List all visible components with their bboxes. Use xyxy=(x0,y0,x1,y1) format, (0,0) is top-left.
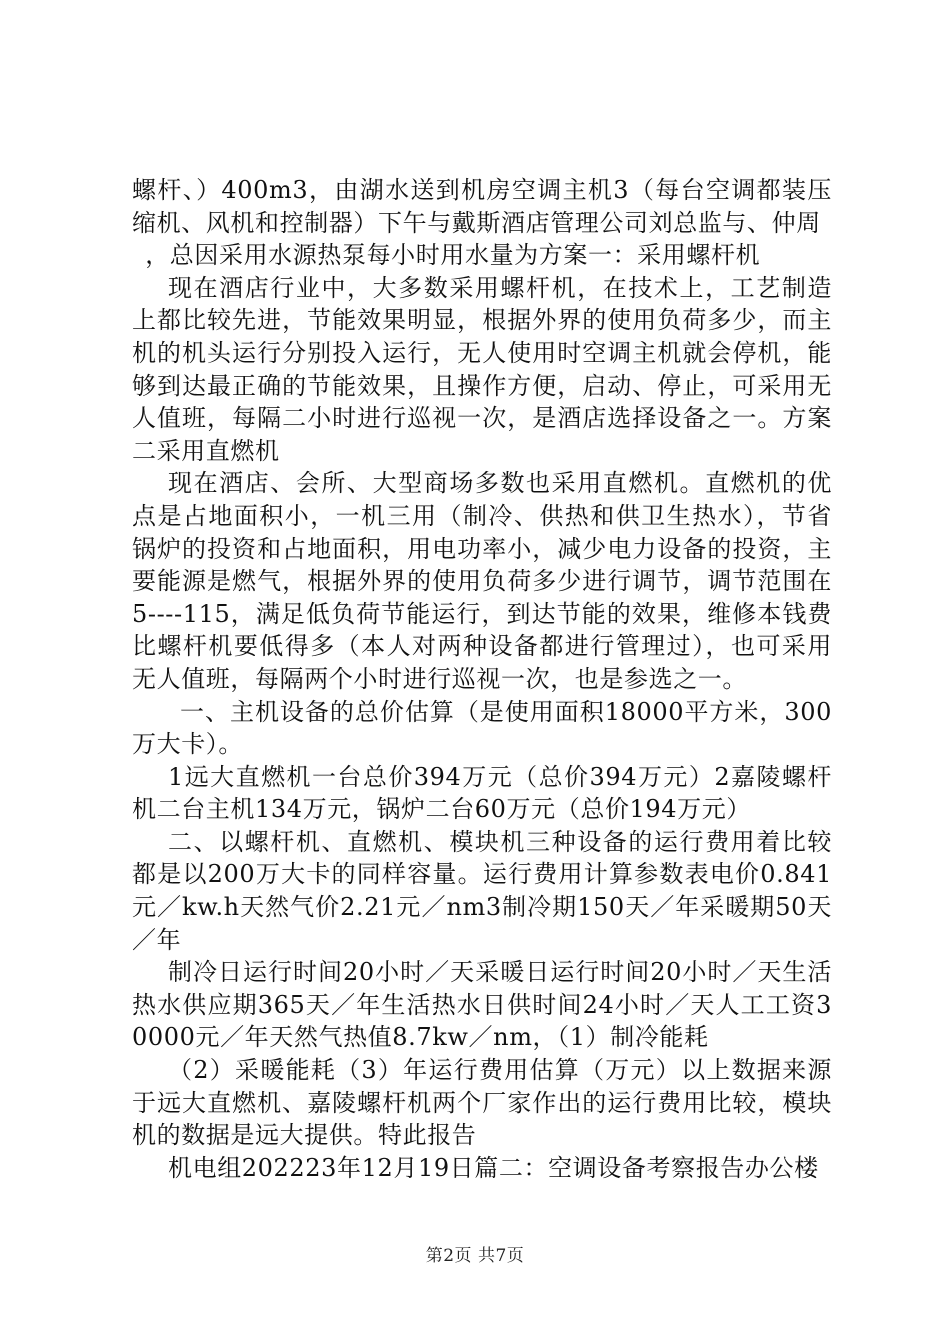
paragraph-7: 二、以螺杆机、直燃机、模块机三种设备的运行费用着比较都是以200万大卡的同样容量。运行费用计算参数表电价0.841元／kw.h天然气价2.21元／nm3制冷期150天／年采暖期50天／年 xyxy=(132,827,832,954)
page-number-footer: 第2页 共7页 xyxy=(425,1246,525,1266)
paragraph-5: 一、主机设备的总价估算（是使用面积18000平方米，300万大卡）。 xyxy=(132,697,832,759)
paragraph-6: 1远大直燃机一台总价394万元（总价394万元）2嘉陵螺杆机二台主机134万元，锅炉二台60万元（总价194万元） xyxy=(132,762,832,824)
document-body xyxy=(132,174,832,1184)
paragraph-4: 现在酒店、会所、大型商场多数也采用直燃机。直燃机的优点是占地面积小，一机三用（制冷、供热和供卫生热水），节省锅炉的投资和占地面积，用电功率小，减少电力设备的投资，主要能源是燃气，根据外界的使用负荷多少进行调节，调节范围在5----115，满足低负荷节能运行，到达节能的效果，维修本钱费比螺杆机要低得多（本人对两种设备都进行管理过），也可采用无人值班，每隔两个小时进行巡视一次，也是参选之一。 xyxy=(132,469,832,693)
paragraph-9: （2）采暖能耗（3）年运行费用估算（万元）以上数据来源于远大直燃机、嘉陵螺杆机两个厂家作出的运行费用比较，模块机的数据是远大提供。特此报告 xyxy=(132,1056,832,1150)
paragraph-10: 机电组202223年12月19日篇二：空调设备考察报告办公楼 xyxy=(168,1153,819,1182)
paragraph-3: 现在酒店行业中，大多数采用螺杆机，在技术上，工艺制造上都比较先进，节能效果明显，根据外界的使用负荷多少，而主机的机头运行分别投入运行，无人使用时空调主机就会停机，能够到达最正确的节能效果，且操作方便，启动、停止，可采用无人值班，每隔二小时进行巡视一次，是酒店选择设备之一。方案二采用直燃机 xyxy=(132,273,832,465)
paragraph-2: ，总因采用水源热泵每小时用水量为方案一：采用螺杆机 xyxy=(145,241,761,270)
paragraph-1: 螺杆、）400m3，由湖水送到机房空调主机3（每台空调都装压缩机、风机和控制器）下午与戴斯酒店管理公司刘总监与、仲周 xyxy=(132,176,832,237)
paragraph-8: 制冷日运行时间20小时／天采暖日运行时间20小时／天生活热水供应期365天／年生活热水日供时间24小时／天人工工资30000元／年天然气热值8.7kw／nm，（1）制冷能耗 xyxy=(132,958,832,1052)
